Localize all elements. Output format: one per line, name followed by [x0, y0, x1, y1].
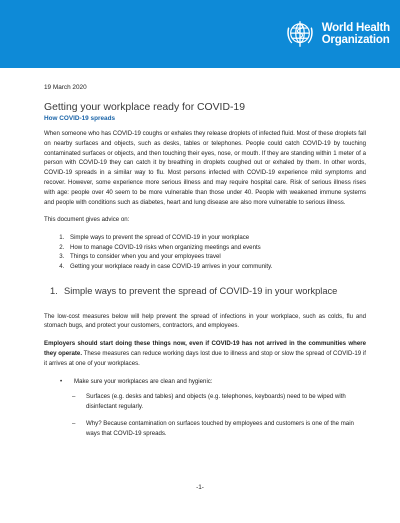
who-logo[interactable]: [283, 14, 390, 54]
advice-item: 3. Things to consider when you and your employees travel: [66, 252, 366, 262]
who-emblem-icon: [283, 17, 317, 51]
sub-item-text: Surfaces (e.g. desks and tables) and objects (e.g. telephones, keyboards) need to be wiped with disinfectant regularly.: [86, 393, 346, 410]
employer-paragraph-tail: These measures can reduce working days lost due to illness and stop or slow the spread of COVID-19 if it arrives at one of your workplaces.: [44, 349, 366, 367]
bullet-text: Make sure your workplaces are clean and hygienic:: [74, 377, 213, 385]
org-name-line1: World Health: [321, 22, 390, 34]
org-name: [322, 22, 390, 46]
measures-list: [44, 377, 366, 387]
advice-item: 2. How to manage COVID-19 risks when organizing meetings and events: [66, 243, 366, 253]
employer-paragraph: [44, 339, 366, 368]
section-paragraph: The low-cost measures below will help prevent the spread of infections in your workplace, such as colds, flu and stomach bugs, and protect your customers, contractors, and employees.: [44, 312, 366, 330]
dash-icon: –: [72, 393, 76, 401]
list-item: [44, 377, 366, 387]
advice-item: 1. Simple ways to prevent the spread of COVID-19 in your workplace: [66, 233, 366, 243]
section-subheading: How COVID-19 spreads: [44, 115, 116, 122]
header-banner: [0, 0, 400, 68]
advice-item: 4. Getting your workplace ready in case COVID-19 arrives in your community.: [66, 262, 366, 272]
sub-item-text: Why? Because contamination on surfaces touched by employees and customers is one of the main ways that COVID-19 spreads.: [86, 420, 354, 437]
org-name-line2: Organization: [321, 34, 390, 46]
page-number: -1-: [196, 484, 204, 491]
employer-emphasis: Employers should start doing these things now, even if COVID-19 has not arrived in the communities where they operate.: [44, 340, 366, 357]
advice-list: [44, 233, 366, 271]
advice-lead: This document gives advice on:: [44, 216, 130, 224]
document-title: Getting your workplace ready for COVID-19: [44, 102, 245, 113]
document-date: 19 March 2020: [44, 84, 87, 91]
intro-paragraph: When someone who has COVID-19 coughs or exhales they release droplets of infected fluid. Most of these droplets fall on nearby surfaces and objects, such as desks, tables or telephones. People could catch COVID-19 by touching contaminated surfaces or objects, and then touching their eyes, nose, or mouth. If they are standing within 1 meter of a person with COVID-19 they can catch it by breathing in droplets coughed out or exhaled by them. In other words, COVID-19 spreads in a similar way to flu. Most persons infected with COVID-19 experience mild symptoms and recover. However, some experience more serious illness and may require hospital care. Risk of serious illness rises with age: people over 40 seem to be more vulnerable than those under 40. People with weakened immune systems and people with conditions such as diabetes, heart and lung disease are also more vulnerable to serious illness.: [44, 130, 366, 206]
bullet-icon: •: [60, 377, 63, 385]
list-item: [72, 419, 366, 438]
section-heading-text: Simple ways to prevent the spread of COVID-19 in your workplace: [64, 285, 338, 296]
section-heading: [44, 286, 366, 296]
section-number: 1.: [50, 285, 58, 296]
list-item: [72, 392, 366, 411]
sub-list: [72, 392, 366, 438]
dash-icon: –: [72, 420, 76, 428]
document-body: [44, 84, 366, 447]
